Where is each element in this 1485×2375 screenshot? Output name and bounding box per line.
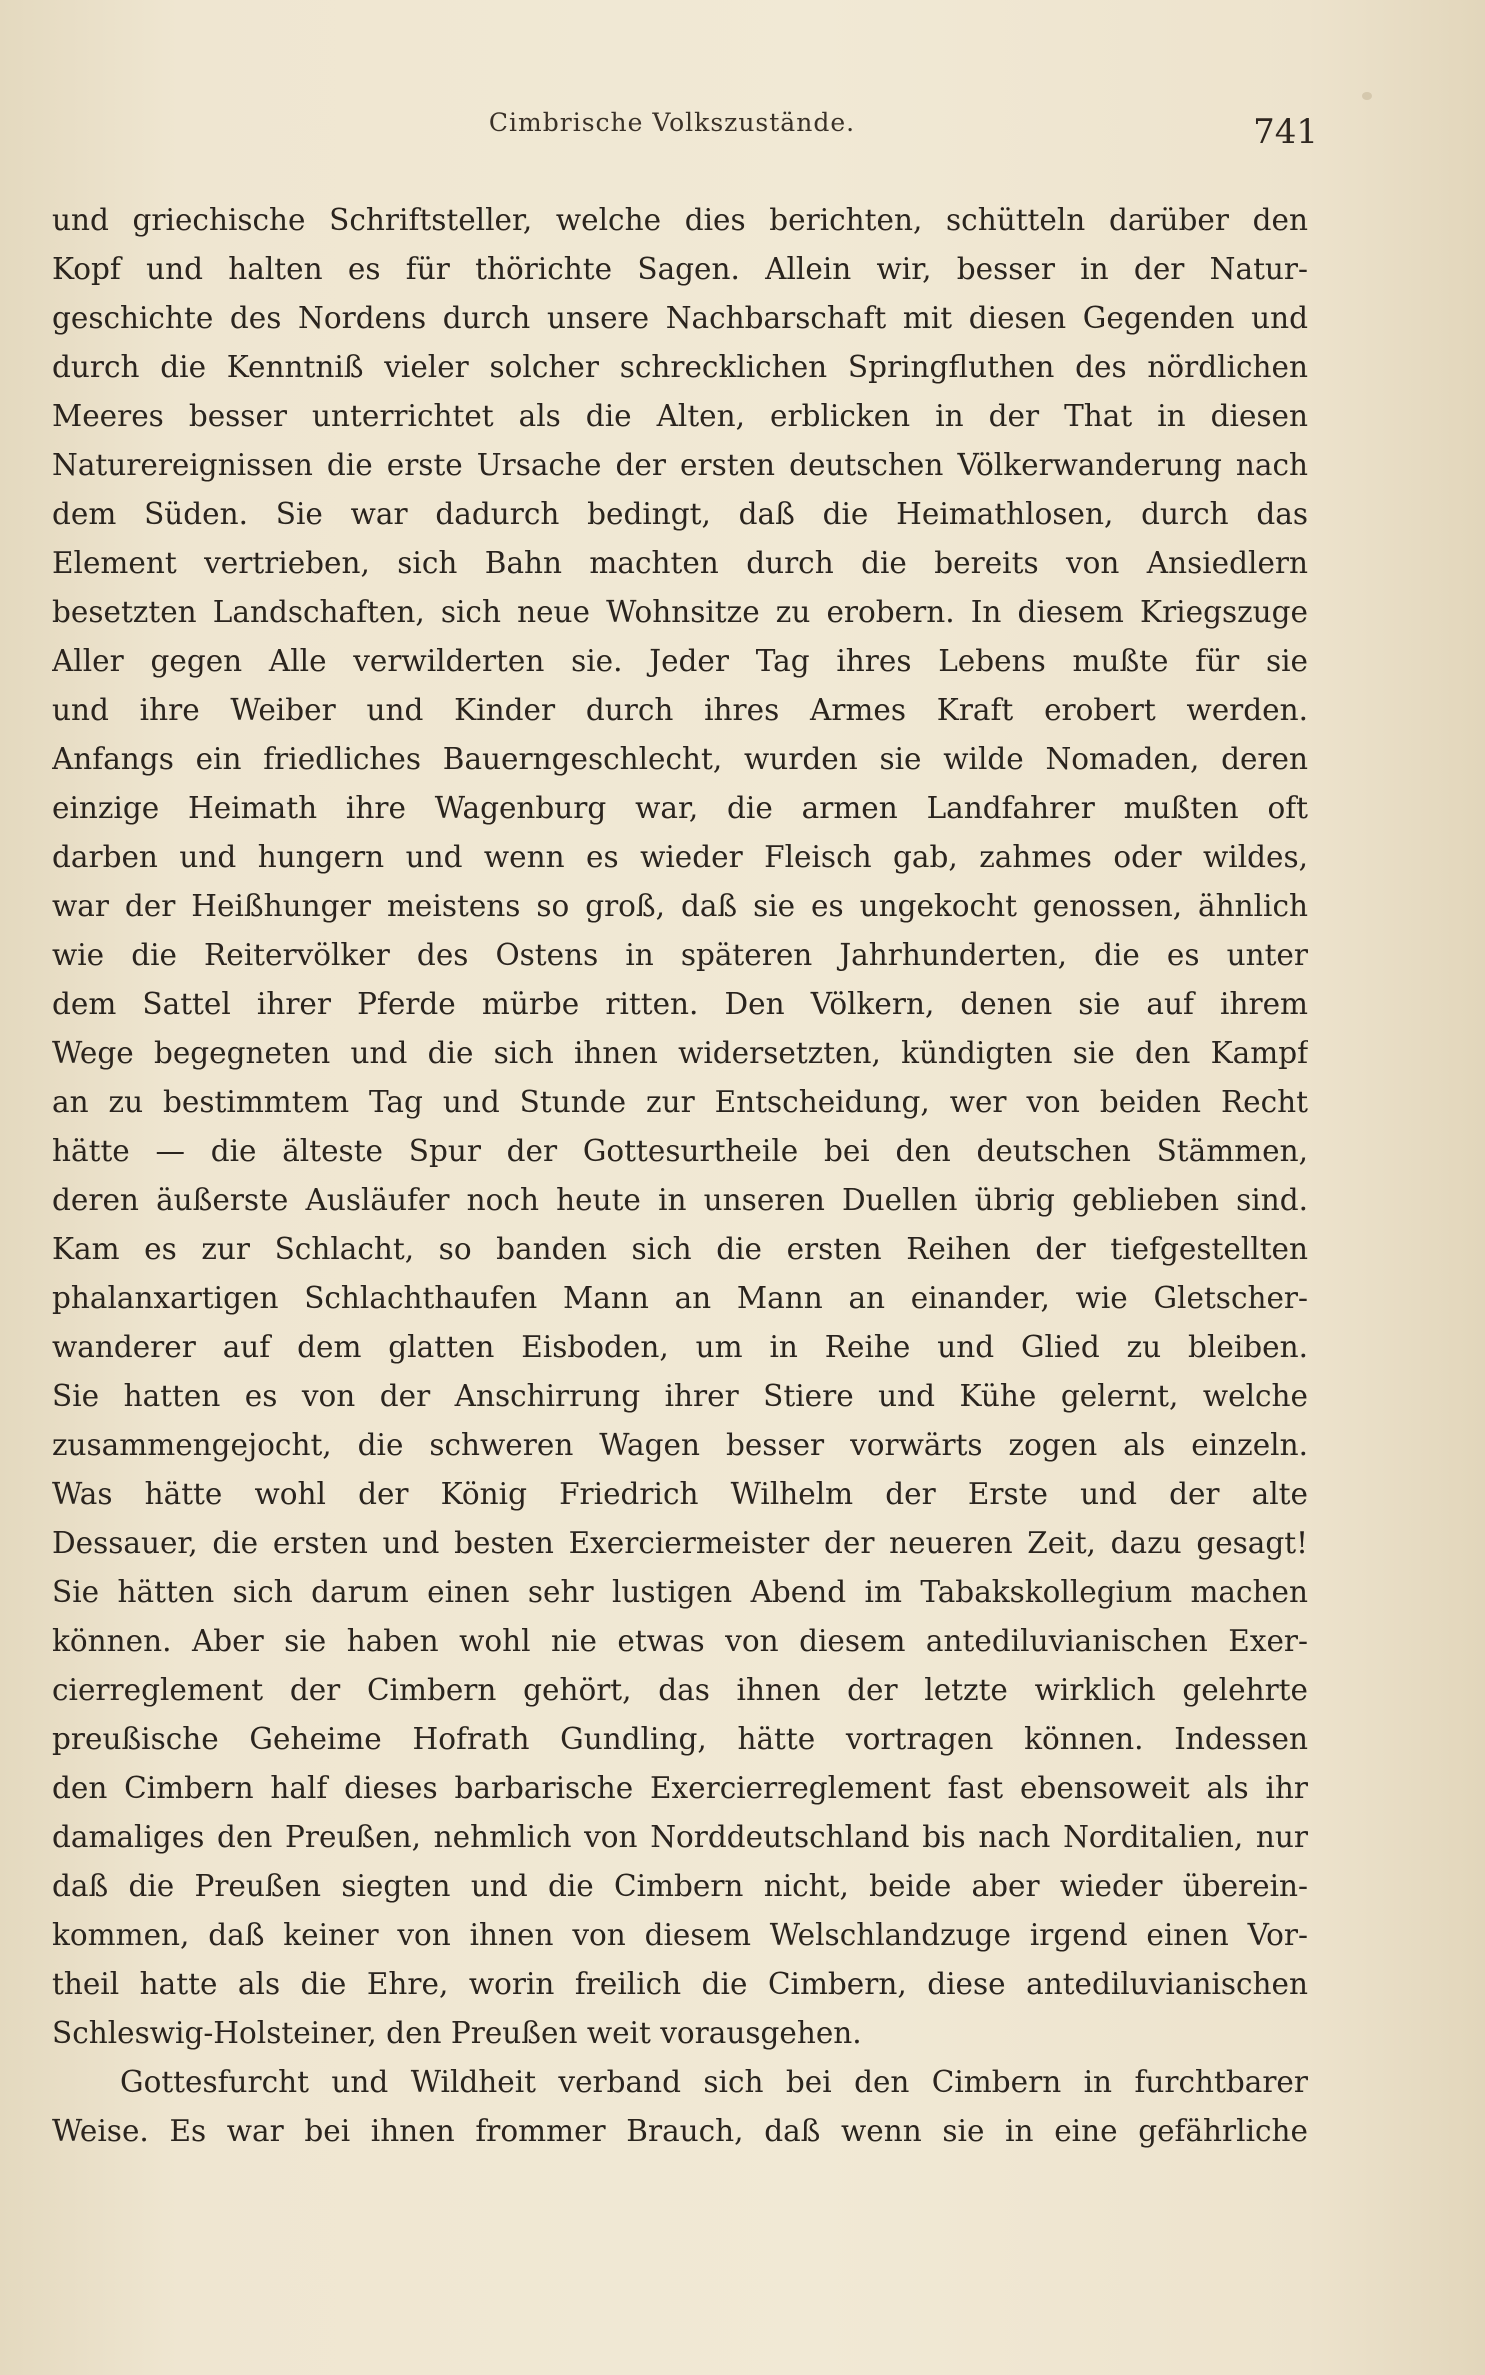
text-line: Wege begegneten und die sich ihnen widersetzten, kündigten sie den Kampf bbox=[52, 1036, 1308, 1070]
text-line: darben und hungern und wenn es wieder Fleisch gab, zahmes oder wildes, bbox=[52, 840, 1308, 874]
text-line: und ihre Weiber und Kinder durch ihres Armes Kraft erobert werden. bbox=[52, 693, 1308, 727]
text-line: dem Süden. Sie war dadurch bedingt, daß die Heimathlosen, durch das bbox=[52, 497, 1308, 531]
text-line: und griechische Schriftsteller, welche dies berichten, schütteln darüber den bbox=[52, 203, 1308, 237]
text-line: können. Aber sie haben wohl nie etwas von diesem antediluvianischen Exer- bbox=[52, 1624, 1308, 1658]
text-line: kommen, daß keiner von ihnen von diesem Welschlandzuge irgend einen Vor- bbox=[52, 1918, 1308, 1952]
text-line: Kopf und halten es für thörichte Sagen. Allein wir, besser in der Natur- bbox=[52, 252, 1308, 286]
text-line: damaliges den Preußen, nehmlich von Norddeutschland bis nach Norditalien, nur bbox=[52, 1820, 1308, 1854]
text-line: hätte — die älteste Spur der Gottesurtheile bei den deutschen Stämmen, bbox=[52, 1134, 1308, 1168]
text-line: war der Heißhunger meistens so groß, daß sie es ungekocht genossen, ähnlich bbox=[52, 889, 1308, 923]
text-line: Element vertrieben, sich Bahn machten durch die bereits von Ansiedlern bbox=[52, 546, 1308, 580]
text-line: Aller gegen Alle verwilderten sie. Jeder Tag ihres Lebens mußte für sie bbox=[52, 644, 1308, 678]
text-line: Naturereignissen die erste Ursache der ersten deutschen Völkerwanderung nach bbox=[52, 448, 1308, 482]
paragraph-start-line: Gottesfurcht und Wildheit verband sich bei den Cimbern in furchtbarer bbox=[120, 2065, 1308, 2099]
text-line: preußische Geheime Hofrath Gundling, hätte vortragen können. Indessen bbox=[52, 1722, 1308, 1756]
text-line: Kam es zur Schlacht, so banden sich die ersten Reihen der tiefgestellten bbox=[52, 1232, 1308, 1266]
text-line: an zu bestimmtem Tag und Stunde zur Entscheidung, wer von beiden Recht bbox=[52, 1085, 1308, 1119]
text-line: einzige Heimath ihre Wagenburg war, die armen Landfahrer mußten oft bbox=[52, 791, 1308, 825]
text-line: deren äußerste Ausläufer noch heute in unseren Duellen übrig geblieben sind. bbox=[52, 1183, 1308, 1217]
text-line: dem Sattel ihrer Pferde mürbe ritten. Den Völkern, denen sie auf ihrem bbox=[52, 987, 1308, 1021]
text-line: Sie hätten sich darum einen sehr lustigen Abend im Tabakskollegium machen bbox=[52, 1575, 1308, 1609]
text-line: Sie hatten es von der Anschirrung ihrer Stiere und Kühe gelernt, welche bbox=[52, 1379, 1308, 1413]
text-line: den Cimbern half dieses barbarische Exercierreglement fast ebensoweit als ihr bbox=[52, 1771, 1308, 1805]
text-line: phalanxartigen Schlachthaufen Mann an Mann an einander, wie Gletscher- bbox=[52, 1281, 1308, 1315]
text-line: cierreglement der Cimbern gehört, das ihnen der letzte wirklich gelehrte bbox=[52, 1673, 1308, 1707]
text-line: theil hatte als die Ehre, worin freilich die Cimbern, diese antediluvianischen bbox=[52, 1967, 1308, 2001]
text-line: Dessauer, die ersten und besten Exerciermeister der neueren Zeit, dazu gesagt! bbox=[52, 1526, 1308, 1560]
text-line: daß die Preußen siegten und die Cimbern nicht, beide aber wieder überein- bbox=[52, 1869, 1308, 1903]
page-number: 741 bbox=[1253, 112, 1318, 152]
text-line: Meeres besser unterrichtet als die Alten, erblicken in der That in diesen bbox=[52, 399, 1308, 433]
text-line: besetzten Landschaften, sich neue Wohnsitze zu erobern. In diesem Kriegszuge bbox=[52, 595, 1308, 629]
text-line: geschichte des Nordens durch unsere Nachbarschaft mit diesen Gegenden und bbox=[52, 301, 1308, 335]
text-line: zusammengejocht, die schweren Wagen besser vorwärts zogen als einzeln. bbox=[52, 1428, 1308, 1462]
text-line: wie die Reitervölker des Ostens in späteren Jahrhunderten, die es unter bbox=[52, 938, 1308, 972]
text-line: Weise. Es war bei ihnen frommer Brauch, daß wenn sie in eine gefährliche bbox=[52, 2114, 1308, 2148]
text-line: Anfangs ein friedliches Bauerngeschlecht, wurden sie wilde Nomaden, deren bbox=[52, 742, 1308, 776]
running-head: Cimbrische Volkszustände. bbox=[488, 108, 856, 137]
paragraph-end-line: Schleswig-Holsteiner, den Preußen weit vorausgehen. bbox=[52, 2016, 862, 2050]
text-line: Was hätte wohl der König Friedrich Wilhelm der Erste und der alte bbox=[52, 1477, 1308, 1511]
text-line: durch die Kenntniß vieler solcher schrecklichen Springfluthen des nördlichen bbox=[52, 350, 1308, 384]
text-line: wanderer auf dem glatten Eisboden, um in Reihe und Glied zu bleiben. bbox=[52, 1330, 1308, 1364]
